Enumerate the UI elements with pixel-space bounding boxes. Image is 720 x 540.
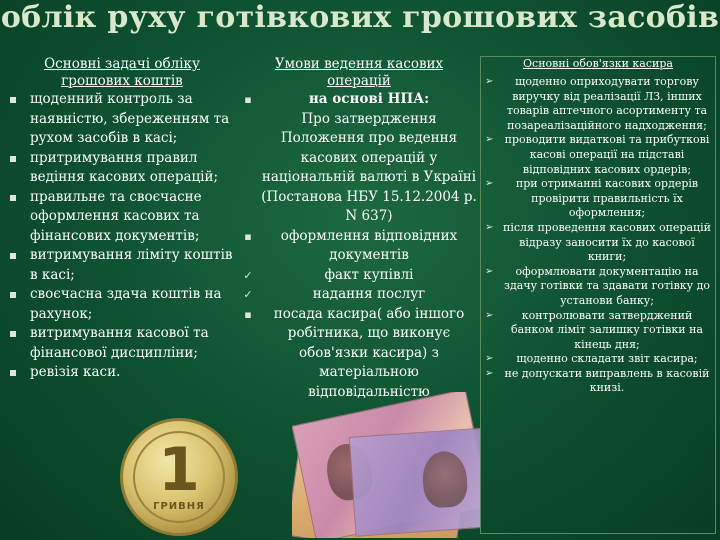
column-tasks-heading: Основні задачі обліку грошових коштів bbox=[44, 56, 200, 89]
banknote-portrait bbox=[421, 450, 469, 509]
list-item bbox=[4, 324, 240, 363]
square-bullet-icon bbox=[10, 97, 16, 103]
list-item-text: щоденно складати звіт касира; bbox=[516, 352, 698, 366]
list-item-text: щоденний контроль за наявністю, збереженням та рухом засобів в касі; bbox=[30, 91, 230, 146]
arrow-bullet-icon: ➢ bbox=[485, 309, 494, 321]
column-cashier-duties-heading: Основні обов'язки касира bbox=[523, 57, 673, 70]
arrow-bullet-icon: ➢ bbox=[485, 367, 494, 379]
list-item bbox=[4, 90, 240, 149]
list-item bbox=[481, 177, 715, 221]
list-item bbox=[481, 352, 715, 367]
list-item-text: витримування касової та фінансової дисципліни; bbox=[30, 325, 209, 361]
column-conditions-heading: Умови ведення касових операцій bbox=[274, 56, 444, 89]
banknote bbox=[349, 427, 480, 537]
square-bullet-icon bbox=[10, 253, 16, 259]
coin-denomination: 1 bbox=[158, 435, 200, 505]
list-item-text: надання послуг bbox=[312, 286, 426, 302]
list-item-text: оформлення відповідних документів bbox=[280, 227, 458, 263]
list-item-text: після проведення касових операцій відразу заносити їх до касової книги; bbox=[503, 220, 711, 264]
coin-image bbox=[120, 418, 238, 536]
small-square-bullet-icon: ▪ bbox=[244, 93, 252, 106]
list-item bbox=[4, 363, 240, 383]
conditions-list bbox=[240, 90, 478, 402]
list-item bbox=[240, 110, 478, 227]
slide-title: облік руху готівкових грошових засобів bbox=[0, 0, 720, 35]
list-item bbox=[4, 285, 240, 324]
list-item-text: посада касира( або іншого робітника, що виконує обов'язки касира) з матеріальною відповідальністю bbox=[273, 305, 465, 400]
list-item bbox=[240, 266, 478, 286]
arrow-bullet-icon: ➢ bbox=[485, 265, 494, 277]
list-item bbox=[481, 75, 715, 133]
list-item-text: не допускати виправлень в касовій книзі. bbox=[504, 366, 710, 395]
arrow-bullet-icon: ➢ bbox=[485, 76, 494, 87]
list-item bbox=[4, 246, 240, 285]
list-item bbox=[4, 149, 240, 188]
list-item-text: оформлювати документацію на здачу готівки та здавати готівку до установи банку; bbox=[503, 264, 710, 307]
small-square-bullet-icon: ▪ bbox=[244, 307, 252, 321]
duties-list bbox=[481, 75, 715, 396]
list-item bbox=[481, 265, 715, 309]
arrow-bullet-icon: ➢ bbox=[485, 134, 494, 146]
checkmark-icon: ✓ bbox=[243, 288, 253, 301]
list-item bbox=[4, 188, 240, 247]
banknotes-image bbox=[292, 392, 480, 538]
tasks-list bbox=[4, 90, 240, 383]
square-bullet-icon bbox=[10, 370, 16, 376]
list-item-text: правильне та своєчасне оформлення касових та фінансових документів; bbox=[30, 188, 202, 244]
column-cashier-duties bbox=[480, 56, 716, 534]
arrow-bullet-icon: ➢ bbox=[485, 353, 494, 365]
checkmark-icon: ✓ bbox=[243, 268, 253, 282]
list-item bbox=[481, 309, 715, 353]
list-item-text: щоденно оприходувати торгову виручку від реалізації ЛЗ, інших товарів аптечного асортименту та позареалізаційного надходження; bbox=[506, 75, 708, 132]
square-bullet-icon bbox=[10, 195, 16, 201]
list-item bbox=[240, 90, 478, 110]
list-item bbox=[240, 227, 478, 266]
coin-currency: ГРИВНЯ bbox=[153, 501, 205, 512]
list-item-text: ревізія каси. bbox=[30, 364, 121, 380]
list-item-text: факт купівлі bbox=[324, 266, 414, 283]
list-item-text: притримування правил ведіння касових операцій; bbox=[30, 149, 219, 185]
square-bullet-icon bbox=[10, 331, 16, 337]
list-item bbox=[240, 285, 478, 305]
square-bullet-icon bbox=[10, 156, 16, 162]
list-item-text: на основі НПА: bbox=[308, 91, 430, 107]
list-item bbox=[240, 305, 478, 403]
list-item-text: Про затвердження Положення про ведення касових операцій у національній валюті в Україні (Постанова НБУ 15.12.2004 р. N 637) bbox=[261, 110, 477, 224]
list-item-text: контролювати затверджений банком ліміт залишку готівки на кінець дня; bbox=[511, 308, 703, 351]
arrow-bullet-icon: ➢ bbox=[485, 221, 494, 233]
list-item-text: при отриманні касових ордерів провірити правильність їх оформлення; bbox=[515, 177, 699, 220]
square-bullet-icon bbox=[10, 292, 16, 298]
list-item bbox=[481, 133, 715, 177]
list-item-text: проводити видаткові та прибуткові касові операції на підставі відповідних касових ордерів; bbox=[504, 133, 710, 176]
small-square-bullet-icon: ▪ bbox=[244, 229, 252, 243]
list-item bbox=[481, 367, 715, 396]
list-item bbox=[481, 221, 715, 265]
list-item-text: витримування ліміту коштів в касі; bbox=[30, 247, 233, 283]
list-item-text: своєчасна здача коштів на рахунок; bbox=[30, 286, 222, 322]
arrow-bullet-icon: ➢ bbox=[485, 178, 494, 190]
